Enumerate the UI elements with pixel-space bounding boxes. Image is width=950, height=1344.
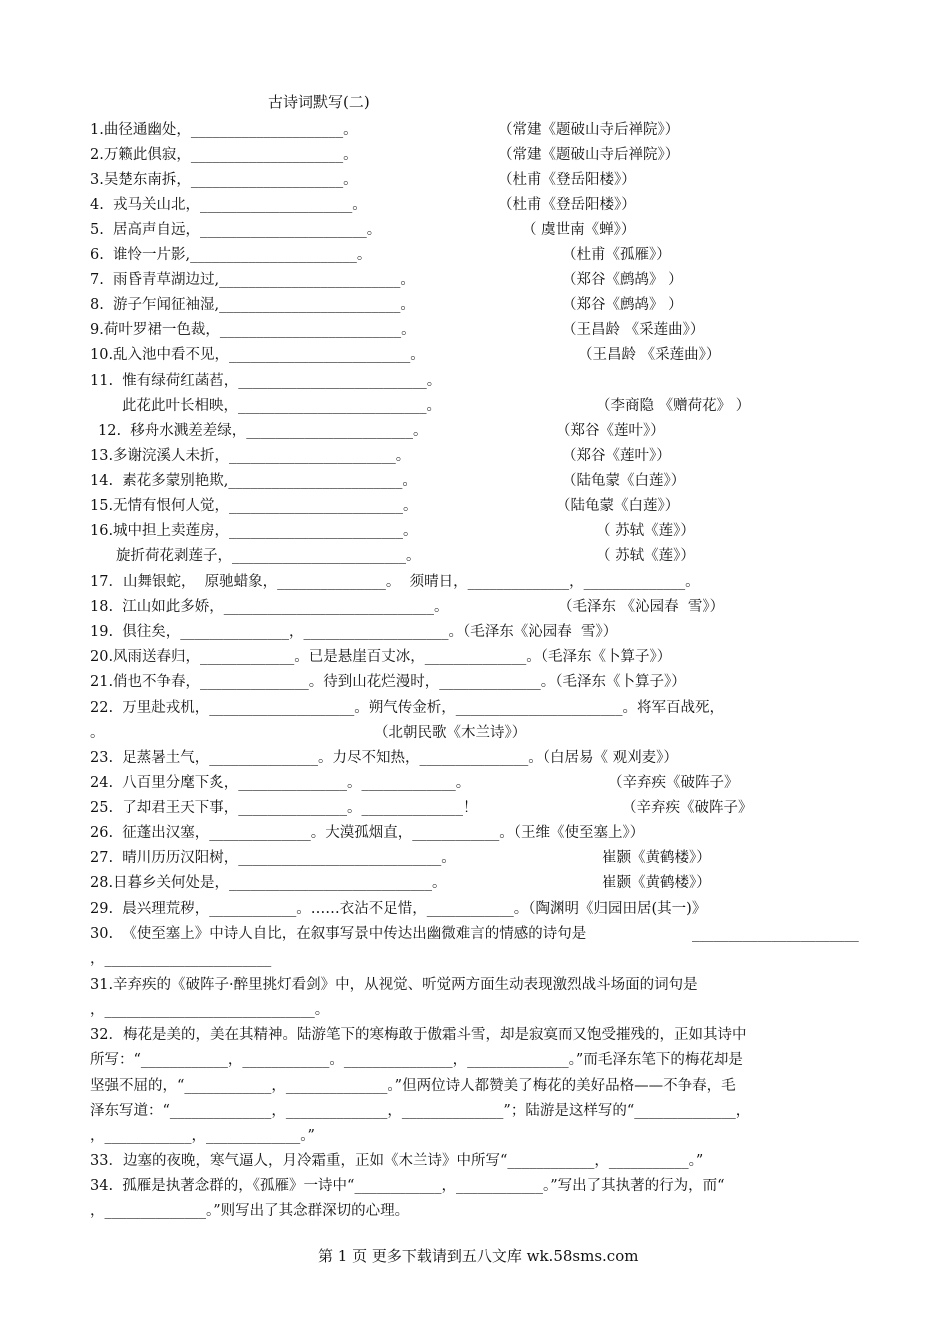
page-footer: 第 1 页 更多下载请到五八文库 wk.58sms.com <box>318 1247 639 1265</box>
q28-source: 崔颢《黄鹤楼》） <box>602 875 711 891</box>
q10-source: （王昌龄 《采莲曲》） <box>578 347 721 363</box>
q32-line-b: 所写：“____________，____________。_______________，______________。”而毛泽东笔下的梅花却是 <box>90 1052 743 1068</box>
q5-line: 5. 居高声自远，_______________________。 <box>90 222 382 238</box>
q13-line: 13.多谢浣溪人未折，_______________________。 <box>90 448 411 464</box>
q1-source: （常建《题破山寺后禅院》） <box>498 122 680 138</box>
q27-source: 崔颢《黄鹤楼》） <box>602 850 711 866</box>
q1-line: 1.曲径通幽处，_____________________。 <box>90 122 358 138</box>
q32-line-d: 泽东写道：“______________，______________，______________”；陆游是这样写的“______________， <box>90 1103 751 1119</box>
q16-line-b: 旋折荷花剥莲子，________________________。 <box>116 548 421 564</box>
q24-source: （辛弃疾《破阵子》 <box>608 775 739 791</box>
q22-line: 22. 万里赴戎机，____________________。朔气传金析，_______________________。将军百战死， <box>90 700 725 716</box>
q4-line: 4. 戎马关山北，_____________________。 <box>90 197 367 213</box>
q11-source: （李商隐 《赠荷花》 ） <box>596 398 751 414</box>
q26-line: 26. 征蓬出汉塞，______________。大漠孤烟直，____________。（王维《使至塞上》） <box>90 825 645 841</box>
q25-line: 25. 了却君王天下事，_______________。______________！ <box>90 800 478 816</box>
q9-source: （王昌龄 《采莲曲》） <box>562 322 705 338</box>
q31-line-cont: ，_____________________________。 <box>90 1002 330 1018</box>
q9-line: 9.荷叶罗裙一色裁，_________________________。 <box>90 322 416 338</box>
q3-line: 3.吴楚东南拆，_____________________。 <box>90 172 358 188</box>
q18-line: 18. 江山如此多娇，_____________________________。 <box>90 599 449 615</box>
q21-line: 21.俏也不争春，_______________。待到山花烂漫时，______________。（毛泽东《卜算子》） <box>90 674 686 690</box>
q22-line-cont: 。 <box>90 725 105 741</box>
q7-line: 7. 雨昏青草湖边过,_________________________。 <box>90 272 415 288</box>
q12-line: 12. 移舟水溅差差绿，_______________________。 <box>98 423 428 439</box>
q33-line: 33．边塞的夜晚，寒气逼人，月冷霜重，正如《木兰诗》中所写“____________，___________。” <box>90 1153 704 1169</box>
q2-source: （常建《题破山寺后禅院》） <box>498 147 680 163</box>
q32-line-e: ，____________，_____________。” <box>90 1128 315 1144</box>
q11-line-a: 11. 惟有绿荷红菡萏，__________________________。 <box>90 373 442 389</box>
q19-line: 19. 俱往矣，_______________，____________________。（毛泽东《沁园春 雪》） <box>90 624 618 640</box>
q30-line-cont: ，_______________________ <box>90 951 272 967</box>
q34-line-a: 34. 孤雁是执著念群的，《孤雁》一诗中“____________，____________。”写出了其执著的行为，而“ <box>90 1178 725 1194</box>
q32-line-c: 坚强不屈的，“____________，______________。”但两位诗人都赞美了梅花的美好品格——不争春，毛 <box>90 1078 736 1094</box>
q17-line: 17．山舞银蛇， 原驰蜡象，_______________。 须晴日，______________，______________。 <box>90 574 700 590</box>
q29-line: 29. 晨兴理荒秽，____________。……衣沾不足惜，____________。（陶渊明《归园田居(其一)》 <box>90 901 707 917</box>
q8-source: （郑谷《鹧鸪》 ） <box>562 297 683 313</box>
q11-line-b: 此花此叶长相映，__________________________。 <box>122 398 441 414</box>
q18-source: （毛泽东 《沁园春 雪》） <box>558 599 725 615</box>
q5-source: （ 虞世南《蝉》） <box>522 222 636 238</box>
q25-source: （辛弃疾《破阵子》 <box>622 800 753 816</box>
q6-source: （杜甫《孤雁》） <box>562 247 671 263</box>
q16-source-a: （ 苏轼《莲》） <box>596 523 695 539</box>
q30-line: 30. 《使至塞上》中诗人自比，在叙事写景中传达出幽微难言的情感的诗句是 <box>90 926 587 942</box>
q27-line: 27. 晴川历历汉阳树，____________________________。 <box>90 850 456 866</box>
q8-line: 8. 游子乍闻征袖湿,_________________________。 <box>90 297 415 313</box>
q23-line: 23. 足蒸暑土气，_______________。力尽不知热，_______________。（白居易《 观刈麦》） <box>90 750 678 766</box>
q12-source: （郑谷《莲叶》） <box>556 423 665 439</box>
q14-line: 14. 素花多蒙别艳欺,________________________。 <box>90 473 417 489</box>
q6-line: 6. 谁怜一片影,_______________________。 <box>90 247 372 263</box>
q30-answer-blank: _______________________ <box>692 926 859 942</box>
q4-source: （杜甫《登岳阳楼》） <box>498 197 636 213</box>
q14-source: （陆龟蒙《白莲》） <box>562 473 686 489</box>
q20-line: 20.风雨送春归，_____________。已是悬崖百丈冰，______________。（毛泽东《卜算子》） <box>90 649 672 665</box>
q13-source: （郑谷《莲叶》） <box>562 448 671 464</box>
q31-line: 31.辛弃疾的《破阵子·醉里挑灯看剑》中，从视觉、听觉两方面生动表现激烈战斗场面的词句是 <box>90 977 698 993</box>
q22-source: （北朝民歌《木兰诗》） <box>374 725 527 741</box>
q2-line: 2.万籁此俱寂，_____________________。 <box>90 147 358 163</box>
q3-source: （杜甫《登岳阳楼》） <box>498 172 636 188</box>
q32-line-a: 32．梅花是美的，美在其精神。陆游笔下的寒梅敢于傲霜斗雪，却是寂寞而又饱受摧残的，正如其诗中 <box>90 1027 747 1043</box>
q16-source-b: （ 苏轼《莲》） <box>596 548 695 564</box>
q34-line-b: ，______________。”则写出了其念群深切的心理。 <box>90 1203 410 1219</box>
q7-source: （郑谷《鹧鸪》 ） <box>562 272 683 288</box>
q24-line: 24. 八百里分麾下炙，_______________。_____________。 <box>90 775 471 791</box>
q10-line: 10.乱入池中看不见，_________________________。 <box>90 347 425 363</box>
q28-line: 28.日暮乡关何处是，____________________________。 <box>90 875 447 891</box>
page-title: 古诗词默写(二) <box>268 93 370 111</box>
q16-line-a: 16.城中担上卖莲房，________________________。 <box>90 523 418 539</box>
q15-line: 15.无情有恨何人觉，________________________。 <box>90 498 418 514</box>
q15-source: （陆龟蒙《白莲》） <box>556 498 680 514</box>
